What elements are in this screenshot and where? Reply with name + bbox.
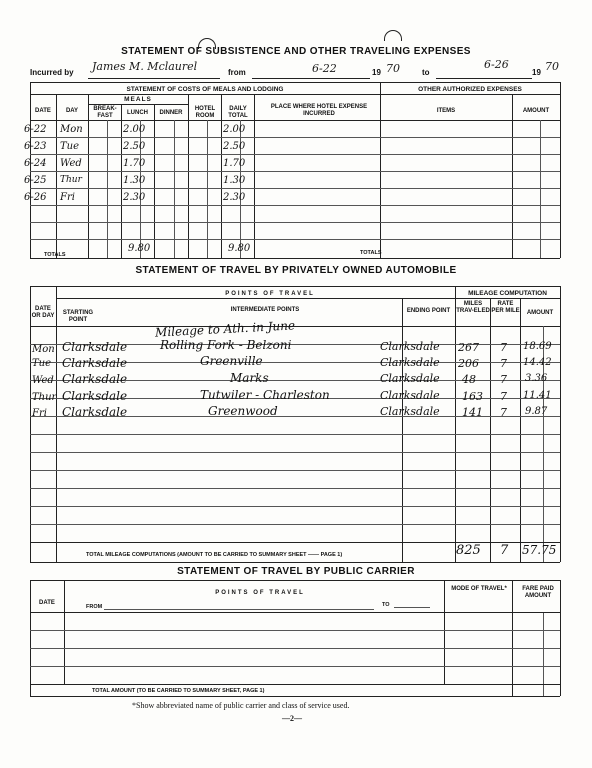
auto-row-end: Clarksdale [380,405,440,418]
auto-col-date: DATE OR DAY [31,306,55,319]
row-daily-total: 1.70 [223,158,246,169]
auto-row-day: Wed [32,375,54,386]
auto-row-inter: Rolling Fork - Belzoni [160,338,292,352]
from-line [252,78,370,79]
costs-section-title: STATEMENT OF COSTS OF MEALS AND LODGING [126,86,284,93]
meals-total-lunch: 9.80 [128,243,151,254]
auto-row-start: Clarksdale [62,372,128,386]
auto-total-rate: 7 [500,543,509,558]
year-prefix-from: 19 [372,68,381,77]
col-hotel: HOTEL ROOM [194,106,216,119]
auto-row-day: Tue [32,358,52,369]
col-breakfast: BREAK-FAST [93,106,117,119]
auto-row-amount: 9.87 [525,406,548,417]
carrier-col-points: POINTS OF TRAVEL [215,590,305,596]
auto-col-amount: AMOUNT [526,310,554,316]
auto-row-day: Fri [32,408,47,419]
auto-row-rate: 7 [500,390,507,403]
col-day: DAY [65,108,79,114]
auto-row-rate: 7 [500,406,507,419]
auto-row-miles: 48 [462,373,476,386]
carrier-from-label: FROM [86,604,103,610]
to-label: to [422,68,430,77]
to-value: 6-26 [484,58,509,71]
col-dinner: DINNER [159,110,183,116]
row-lunch: 1.70 [123,158,146,169]
row-day: Tue [60,141,80,152]
row-date: 6-22 [24,124,47,135]
other-section-title: OTHER AUTHORIZED EXPENSES [418,86,522,93]
row-daily-total: 1.30 [223,175,246,186]
col-amount: AMOUNT [522,108,550,114]
col-place: PLACE WHERE HOTEL EXPENSE INCURRED [270,104,368,117]
auto-total-amount: 57.75 [522,543,557,557]
auto-row-amount: 14.42 [523,357,552,368]
row-daily-total: 2.50 [223,141,246,152]
auto-row-end: Clarksdale [380,389,440,402]
col-items: ITEMS [436,108,456,114]
auto-row-miles: 267 [458,341,479,354]
auto-row-miles: 206 [458,357,479,370]
mileage-header: MILEAGE COMPUTATION [468,290,547,297]
auto-row-end: Clarksdale [380,356,440,369]
row-day: Fri [60,192,75,203]
auto-row-end: Clarksdale [380,340,440,353]
from-value: 6-22 [312,62,337,75]
meals-total-daily: 9.80 [228,243,251,254]
form-title: STATEMENT OF SUBSISTENCE AND OTHER TRAVELING EXPENSES [121,46,471,57]
col-daily-total: DAILY TOTAL [228,106,248,119]
carrier-col-fare: FARE PAID AMOUNT [522,586,554,599]
to-line [436,78,532,79]
row-lunch: 2.00 [123,124,146,135]
incurred-value: James M. Mclaurel [92,60,198,73]
col-date: DATE [35,108,51,114]
auto-row-inter: Marks [230,371,269,385]
auto-col-inter: INTERMEDIATE POINTS [230,307,300,313]
auto-points-header: POINTS OF TRAVEL [225,291,315,297]
carrier-section-title: STATEMENT OF TRAVEL BY PUBLIC CARRIER [177,566,415,577]
auto-row-start: Clarksdale [62,356,128,370]
auto-row-amount: 3.36 [525,373,548,384]
row-daily-total: 2.30 [223,192,246,203]
auto-total-label: TOTAL MILEAGE COMPUTATIONS (AMOUNT TO BE CARRIED TO SUMMARY SHEET —— PAGE 1) [86,552,343,558]
row-lunch: 2.50 [123,141,146,152]
auto-row-day: Mon [32,344,55,355]
auto-row-inter: Greenwood [208,404,278,418]
auto-row-rate: 7 [500,357,507,370]
auto-row-rate: 7 [500,341,507,354]
auto-col-rate: RATE PER MILE [491,301,520,314]
auto-total-miles: 825 [456,543,481,558]
row-day: Thur [60,175,82,185]
other-totals-label: TOTALS [360,250,382,256]
auto-row-miles: 141 [462,406,483,419]
auto-row-miles: 163 [462,390,483,403]
row-date: 6-24 [24,158,47,169]
auto-row-end: Clarksdale [380,372,440,385]
auto-note: Mileage to Ath. in June [154,318,296,340]
page-number: —2— [282,714,302,723]
carrier-total-label: TOTAL AMOUNT (TO BE CARRIED TO SUMMARY SHEET, PAGE 1) [92,688,265,694]
incurred-line [88,78,220,79]
punch-hole-right [384,30,402,41]
auto-row-rate: 7 [500,373,507,386]
carrier-to-label: TO [382,602,390,608]
footnote: *Show abbreviated name of public carrier and class of service used. [132,701,350,710]
row-lunch: 1.30 [123,175,146,186]
year-from: 70 [386,62,400,75]
auto-col-end: ENDING POINT [406,308,451,314]
incurred-label: Incurred by [30,68,74,77]
row-date: 6-26 [24,192,47,203]
from-label: from [228,68,246,77]
row-date: 6-25 [24,175,47,186]
auto-row-inter: Tutwiler - Charleston [200,388,330,402]
row-lunch: 2.30 [123,192,146,203]
carrier-col-date: DATE [39,600,55,606]
auto-row-start: Clarksdale [62,405,128,419]
auto-col-miles: MILES TRAV-ELED [456,301,490,314]
year-prefix-to: 19 [532,68,541,77]
auto-row-amount: 18.69 [523,341,552,352]
year-to: 70 [545,60,559,73]
row-date: 6-23 [24,141,47,152]
auto-row-day: Thur [32,392,57,403]
auto-row-start: Clarksdale [62,389,128,403]
row-day: Wed [60,158,82,169]
row-daily-total: 2.00 [223,124,246,135]
auto-row-inter: Greenville [200,354,263,368]
meals-totals-label: TOTALS [44,252,66,258]
auto-section-title: STATEMENT OF TRAVEL BY PRIVATELY OWNED AUTOMOBILE [135,265,457,276]
auto-col-start: STARTING POINT [62,310,94,323]
auto-row-start: Clarksdale [62,340,128,354]
row-day: Mon [60,124,83,135]
auto-row-amount: 11.41 [523,390,552,401]
col-lunch: LUNCH [127,110,148,116]
carrier-col-mode: MODE OF TRAVEL* [451,586,507,592]
meals-group-header: MEALS [124,96,152,103]
